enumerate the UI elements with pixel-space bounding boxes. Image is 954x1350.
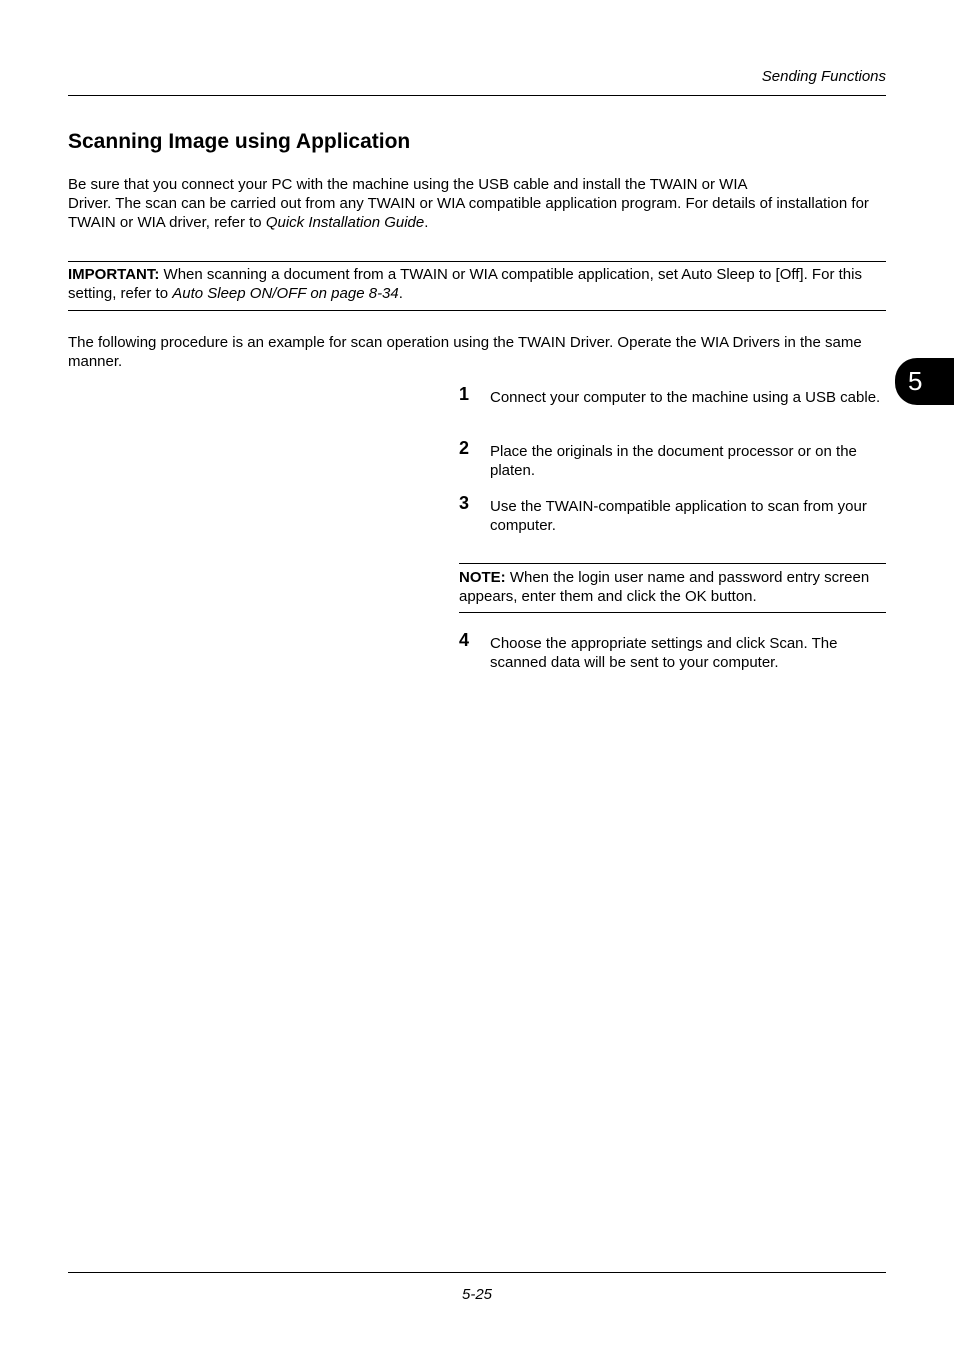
section-title: Scanning Image using Application	[68, 130, 411, 153]
note-label: NOTE:	[459, 569, 506, 586]
important-bottom-rule	[68, 310, 886, 311]
intro-line-1: Be sure that you connect your PC with the machine using the USB cable and install the TWAIN or WIA	[68, 176, 748, 193]
step-text: Use the TWAIN-compatible application to scan from your computer.	[490, 498, 867, 534]
guide-reference: Quick Installation Guide	[265, 214, 425, 231]
step-number: 1	[459, 384, 470, 404]
step-text: Connect your computer to the machine using a USB cable.	[490, 389, 881, 406]
auto-sleep-reference: Auto Sleep ON/OFF on page 8-34	[172, 285, 399, 302]
header-rule	[68, 95, 886, 96]
important-label: IMPORTANT:	[68, 266, 160, 283]
step-number: 4	[459, 630, 470, 650]
step-number: 2	[459, 438, 470, 458]
important-top-rule	[68, 261, 886, 262]
step-number: 3	[459, 493, 470, 513]
intro-line-2: Driver. The scan can be carried out from any TWAIN or WIA compatible application program. For details of installation for TWAIN or WIA driver, refer to Quick Installation Guide.	[68, 195, 869, 231]
chapter-tab: 5	[895, 358, 954, 405]
step-text: Choose the appropriate settings and click Scan. The scanned data will be sent to your computer.	[490, 635, 838, 671]
important-box: IMPORTANT: When scanning a document from a TWAIN or WIA compatible application, set Auto Sleep to [Off]. For this setting, refer to Auto Sleep ON/OFF on page 8-34.	[68, 266, 862, 302]
page-number: 5-25	[461, 1286, 493, 1303]
note-top-rule	[459, 563, 886, 564]
running-header: Sending Functions	[761, 68, 886, 85]
procedure-intro: The following procedure is an example for scan operation using the TWAIN Driver. Operate the WIA Drivers in the same manner.	[68, 334, 862, 370]
intro-paragraph	[68, 175, 886, 232]
note-box: NOTE: When the login user name and password entry screen appears, enter them and click the OK button.	[459, 569, 870, 605]
step-text: Place the originals in the document processor or on the platen.	[490, 443, 857, 479]
footer-rule	[68, 1272, 886, 1273]
note-bottom-rule	[459, 612, 886, 613]
